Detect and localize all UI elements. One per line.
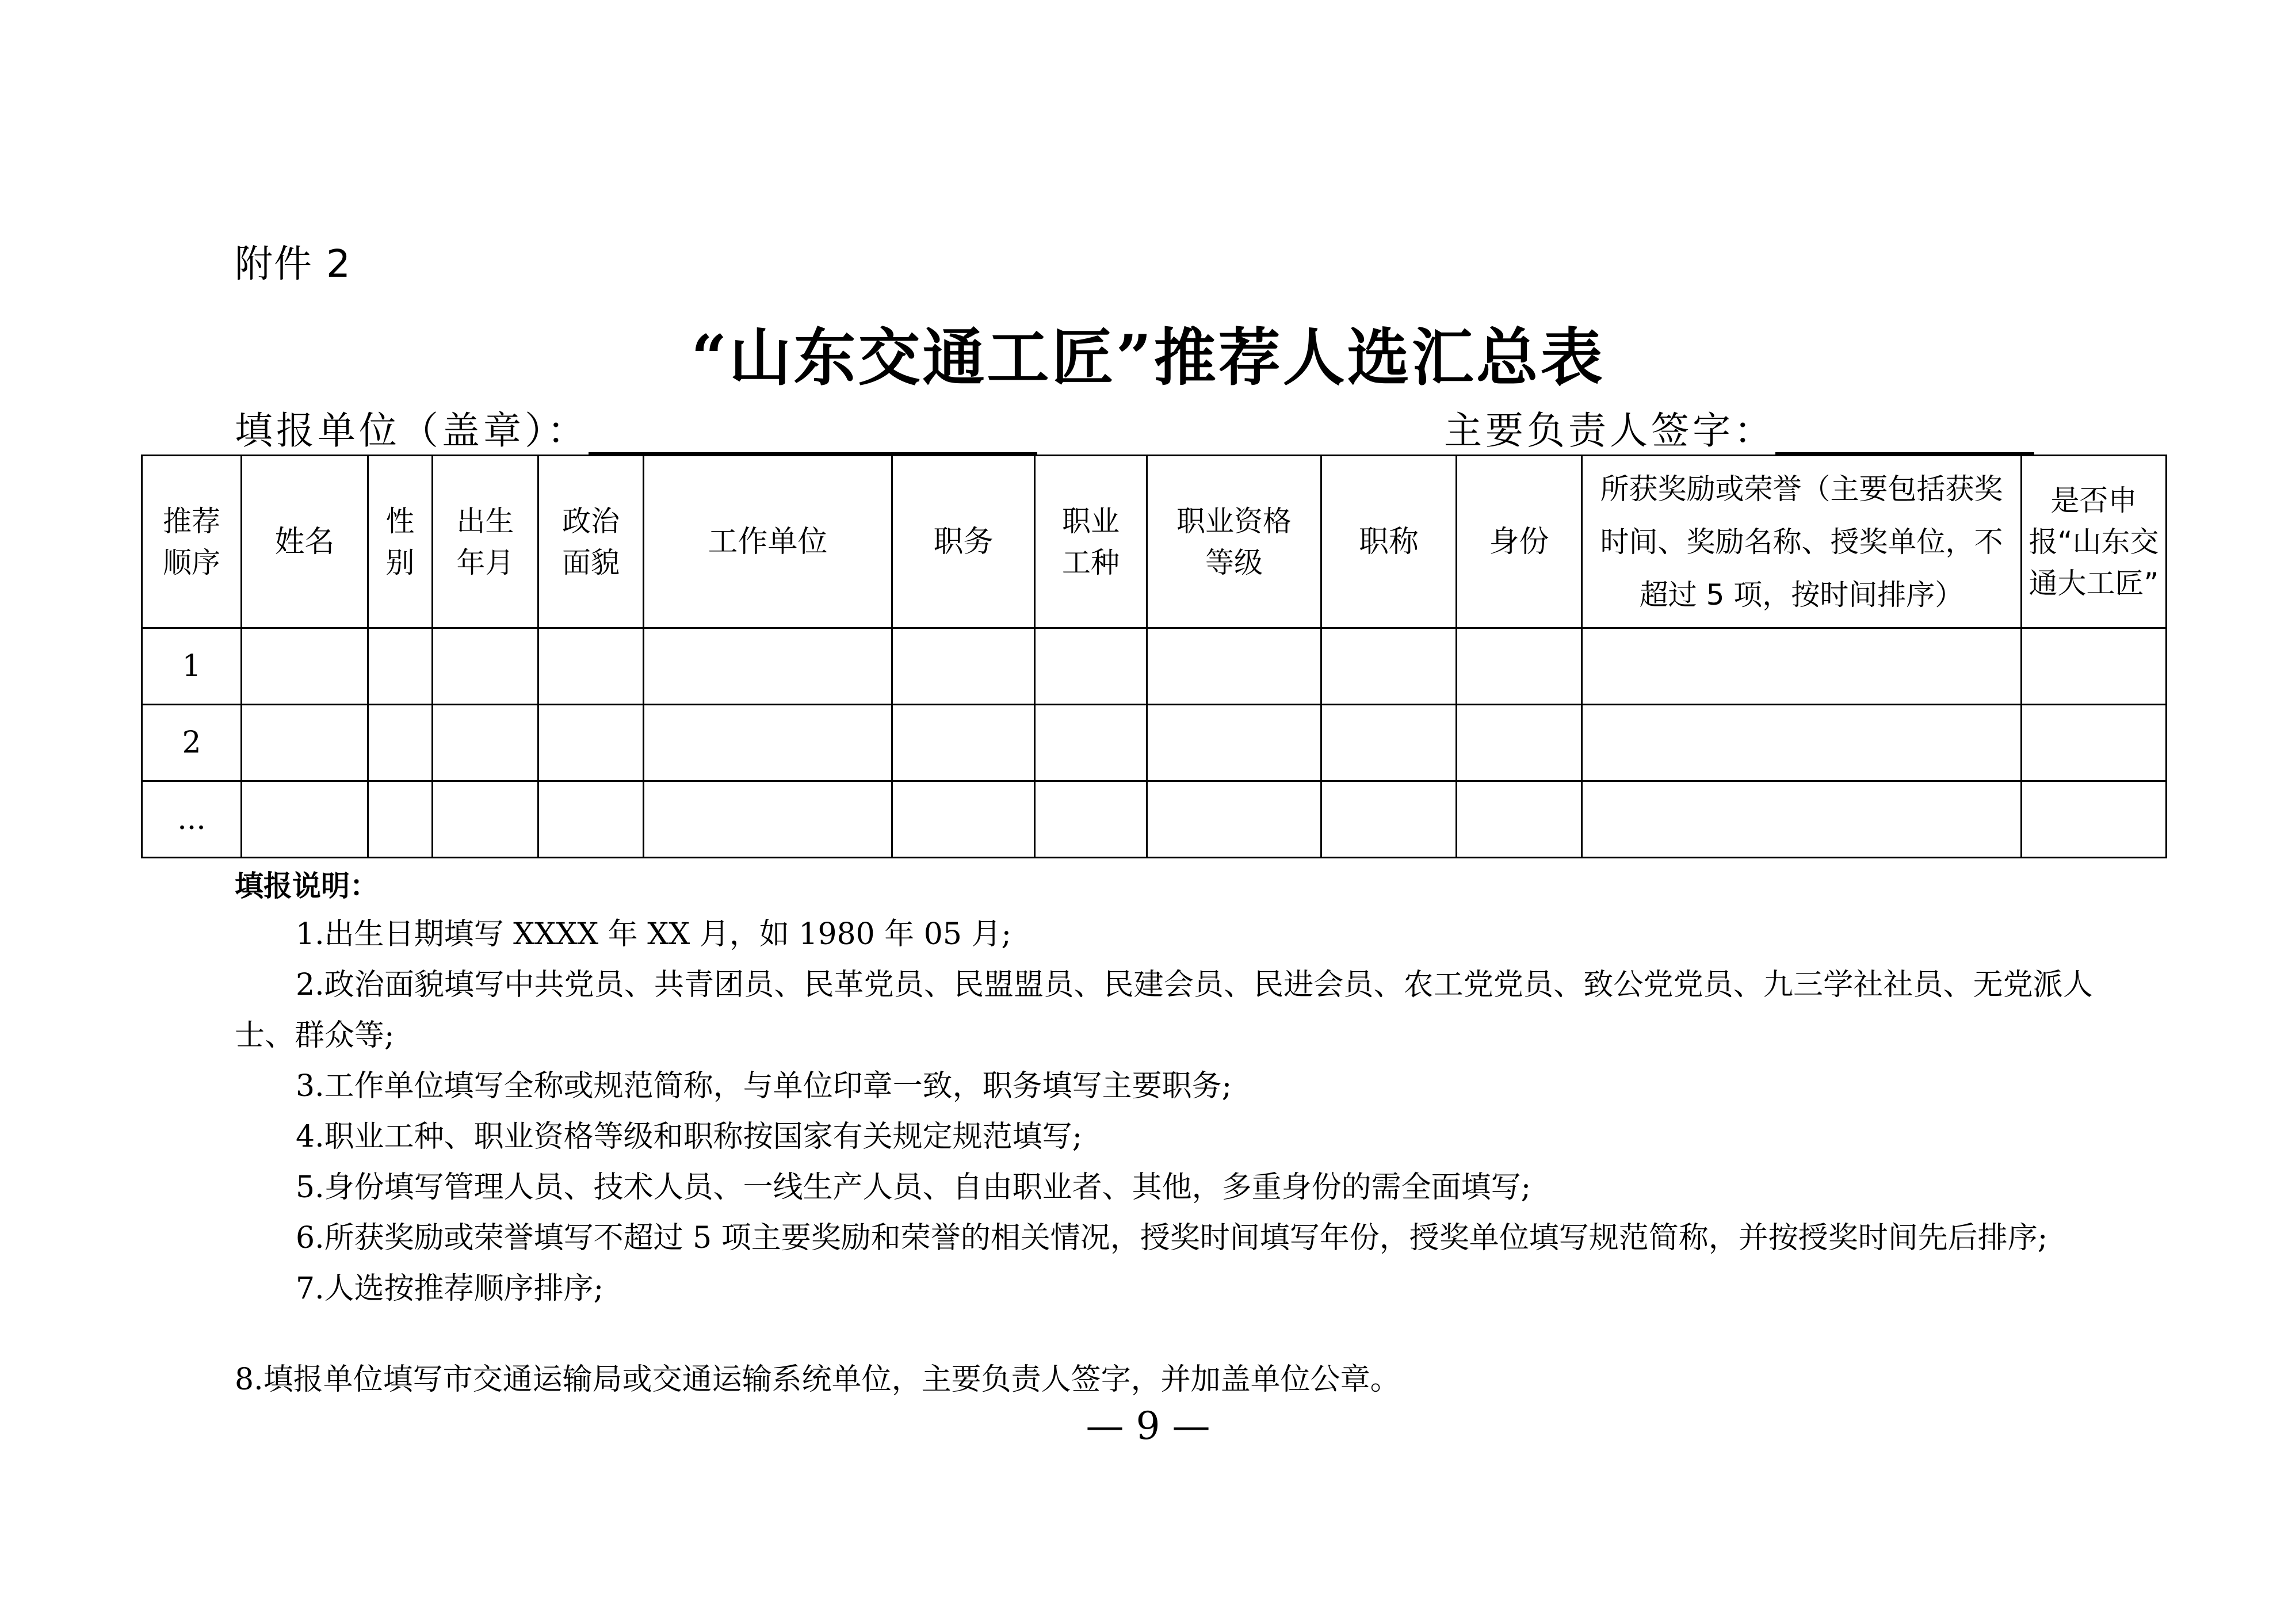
- instruction-item: 4.职业工种、职业资格等级和职称按国家有关规定规范填写;: [296, 1120, 1083, 1154]
- name-cell[interactable]: [242, 705, 368, 781]
- instruction-item: 5.身份填写管理人员、技术人员、一线生产人员、自由职业者、其他，多重身份的需全面填写;: [296, 1170, 1531, 1205]
- workplace-cell[interactable]: [644, 628, 892, 705]
- row-order-cell: 2: [142, 705, 242, 781]
- signature-blank: [1775, 418, 2034, 455]
- instruction-item: 8.填报单位填写市交通运输局或交通运输系统单位，主要负责人签字，并加盖单位公章。: [235, 1362, 1400, 1397]
- identity-cell[interactable]: [1457, 781, 1582, 858]
- col-header-gender: 性 别: [368, 456, 433, 628]
- political-cell[interactable]: [538, 781, 644, 858]
- instructions-heading: 填报说明：: [235, 869, 379, 903]
- col-header-birth: 出生 年月: [433, 456, 538, 628]
- col-header-name: 姓名: [242, 456, 368, 628]
- birth-cell[interactable]: [433, 628, 538, 705]
- title-cell[interactable]: [1321, 781, 1457, 858]
- birth-cell[interactable]: [433, 781, 538, 858]
- page-number: — 9 —: [1086, 1404, 1210, 1448]
- col-header-title: 职称: [1321, 456, 1457, 628]
- col-header-qualification: 职业资格 等级: [1147, 456, 1321, 628]
- col-header-identity: 身份: [1457, 456, 1582, 628]
- table-row: [142, 628, 2167, 705]
- awards-cell[interactable]: [1582, 781, 2022, 858]
- gender-cell[interactable]: [368, 781, 433, 858]
- name-cell[interactable]: [242, 628, 368, 705]
- political-cell[interactable]: [538, 705, 644, 781]
- instruction-item: 1.出生日期填写 XXXX 年 XX 月，如 1980 年 05 月;: [296, 917, 1011, 952]
- birth-cell[interactable]: [433, 705, 538, 781]
- table-row: [142, 705, 2167, 781]
- gender-cell[interactable]: [368, 628, 433, 705]
- col-header-workplace: 工作单位: [644, 456, 892, 628]
- document-title: “山东交通工匠”推荐人选汇总表: [691, 322, 1605, 394]
- col-header-order: 推荐 顺序: [142, 456, 242, 628]
- table-row: [142, 781, 2167, 858]
- political-cell[interactable]: [538, 628, 644, 705]
- title-cell[interactable]: [1321, 705, 1457, 781]
- grand-craftsman-cell[interactable]: [2022, 705, 2167, 781]
- qualification-cell[interactable]: [1147, 781, 1321, 858]
- reporting-unit-field: [235, 400, 1037, 455]
- qualification-cell[interactable]: [1147, 705, 1321, 781]
- instruction-item: 6.所获奖励或荣誉填写不超过 5 项主要奖励和荣誉的相关情况，授奖时间填写年份，授奖单位填写规范简称，并按授奖时间先后排序;: [296, 1221, 2048, 1255]
- identity-cell[interactable]: [1457, 628, 1582, 705]
- identity-cell[interactable]: [1457, 705, 1582, 781]
- title-cell[interactable]: [1321, 628, 1457, 705]
- table-header-row: [142, 456, 2167, 628]
- instruction-item: 3.工作单位填写全称或规范简称，与单位印章一致，职务填写主要职务;: [296, 1069, 1232, 1103]
- workplace-cell[interactable]: [644, 705, 892, 781]
- gender-cell[interactable]: [368, 705, 433, 781]
- name-cell[interactable]: [242, 781, 368, 858]
- signature-label: 主要负责人签字：: [1444, 408, 1775, 453]
- grand-craftsman-cell[interactable]: [2022, 628, 2167, 705]
- awards-cell[interactable]: [1582, 705, 2022, 781]
- col-header-awards: 所获奖励或荣誉（主要包括获奖时间、奖励名称、授奖单位，不超过 5 项，按时间排序）: [1582, 456, 2022, 628]
- occupation-cell[interactable]: [1035, 705, 1147, 781]
- instruction-item: 7.人选按推荐顺序排序;: [296, 1271, 604, 1306]
- row-order-cell: 1: [142, 628, 242, 705]
- nominee-summary-table: [141, 455, 2167, 858]
- grand-craftsman-cell[interactable]: [2022, 781, 2167, 858]
- qualification-cell[interactable]: [1147, 628, 1321, 705]
- filling-instructions: [235, 863, 2093, 1405]
- position-cell[interactable]: [892, 628, 1035, 705]
- col-header-political: 政治 面貌: [538, 456, 644, 628]
- col-header-position: 职务: [892, 456, 1035, 628]
- col-header-grand-craftsman: 是否申报“山东交通大工匠”: [2022, 456, 2167, 628]
- occupation-cell[interactable]: [1035, 781, 1147, 858]
- instruction-item: 2.政治面貌填写中共党员、共青团员、民革党员、民盟盟员、民建会员、民进会员、农工党党员、致公党党员、九三学社社员、无党派人士、群众等;: [235, 968, 2093, 1053]
- awards-cell[interactable]: [1582, 628, 2022, 705]
- attachment-label: 附件 2: [235, 242, 352, 286]
- position-cell[interactable]: [892, 705, 1035, 781]
- row-order-cell: ...: [142, 781, 242, 858]
- reporting-unit-label: 填报单位（盖章）：: [235, 408, 589, 453]
- position-cell[interactable]: [892, 781, 1035, 858]
- occupation-cell[interactable]: [1035, 628, 1147, 705]
- workplace-cell[interactable]: [644, 781, 892, 858]
- col-header-occupation: 职业 工种: [1035, 456, 1147, 628]
- signature-field: [1444, 400, 2034, 455]
- reporting-unit-blank: [589, 418, 1037, 455]
